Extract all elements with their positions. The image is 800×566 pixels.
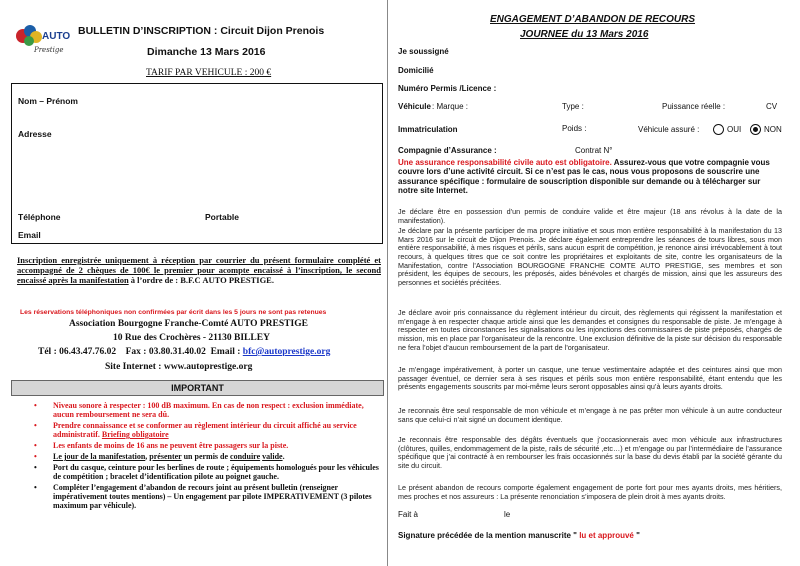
engagement-subtitle: JOURNEE du 13 Mars 2016 [520, 29, 649, 40]
declaration-degats: Je reconnais être responsable des dégâts éventuels que j’occasionnerais avec mon véhicule aux infrastructures (clôtures, quilles, endommagement de la piste, rails de sécurité ,etc…) et m’engage ou par l’intermédiaire de l’assurance spécifique que j’ai contracté à en rembourser les frais occasionnés sur la base du devis établi par la société gérante du site du circuit. [398, 435, 782, 470]
inscription-note-main: Inscription enregistrée uniquement à réception par courrier du présent formulaire complété et accompagné de 2 chèques de 100€ le premier pour acompte encaissé à l’inscription, le second encaissé après la manifestation [17, 255, 381, 285]
important-item-casque: • Port du casque, ceinture pour les berlines de route ; équipements homologués pour les véhicules de compétition ; bracelet d’identification pilote au poignet gauche. [34, 463, 379, 482]
association-name: Association Bourgogne Franche-Comté AUTO PRESTIGE [69, 319, 308, 329]
marque-label: : Marque : [432, 102, 469, 111]
assure-oui-label: OUI [727, 125, 742, 134]
column-divider [387, 0, 388, 566]
bulletin-title: BULLETIN D’INSCRIPTION : Circuit Dijon Prenois [78, 25, 325, 37]
association-contact [38, 347, 330, 357]
declaration-ayants-droits: Le présent abandon de recours comporte également engagement de porte fort pour mes ayants droits, mes héritiers, mes proches et nos assureurs : La présente renonciation s’imposera de plein droit à mes ayants droits. [398, 483, 782, 501]
logo-script: Prestige [34, 46, 64, 54]
important-item-noise: • Niveau sonore à respecter : 100 dB maximum. En cas de non respect : exclusion immédiate, aucun remboursement ne sera dû. [34, 401, 364, 420]
important-item-reglement: • Prendre connaissance et se conformer au règlement intérieur du circuit affiché au service administratif. Briefing obligatoire [34, 421, 357, 440]
important-item-permis: • Le jour de la manifestation, présenter un permis de conduire valide. [34, 452, 285, 462]
declaration-casque: Je m’engage impérativement, à porter un casque, une tenue vestimentaire adaptée et des ceintures ainsi que mon passager éventuel, ce dernier sera à ses risques et périls sous mon entière responsabilité, étant entendu que les présents engagements souscrits par moi-même leurs seront opposables ainsi qu’à leurs ayants droits. [398, 365, 782, 392]
nom-prenom-label: Nom – Prénom [18, 96, 78, 106]
poids-label: Poids : [562, 124, 587, 133]
important-header: IMPORTANT [11, 380, 384, 396]
tarif-vehicule: TARIF PAR VEHICULE : 200 € [146, 68, 272, 78]
inscription-note [17, 256, 381, 286]
auto-prestige-logo [12, 22, 70, 58]
important-item-engagement: • Compléter l’engagement d’abandon de recours joint au présent bulletin (renseigner impérativement toutes mentions) – Un engagement par pilote IMPERATIVEMENT (3 pilotes maximum par véhicule). [34, 483, 372, 511]
vehicule-assure-label: Véhicule assuré : [638, 125, 700, 134]
association-email-link[interactable]: bfc@autoprestige.org [242, 347, 331, 357]
assure-non-radio[interactable] [750, 124, 761, 135]
event-date: Dimanche 13 Mars 2016 [147, 46, 266, 58]
telephone-label: Téléphone [18, 212, 61, 222]
domicilie-label: Domicilié [398, 66, 434, 75]
compagnie-label: Compagnie d’Assurance : [398, 146, 497, 155]
le-label: le [504, 510, 511, 519]
engagement-title: ENGAGEMENT D’ABANDON DE RECOURS [490, 14, 696, 25]
association-phone: Tél : 06.43.47.76.02 [38, 347, 117, 357]
contrat-label: Contrat N° [575, 146, 613, 155]
fait-a-label: Fait à [398, 510, 419, 519]
phone-reservation-note: Les réservations téléphoniques non confirmées par écrit dans les 5 jours ne sont pas retenues [20, 309, 327, 316]
cv-label: CV [766, 102, 778, 111]
registration-form-box [11, 83, 383, 244]
immatriculation-label: Immatriculation [398, 125, 458, 134]
inscription-note-order: à l’ordre de : B.F.C AUTO PRESTIGE. [128, 274, 274, 285]
email-label: Email [18, 230, 41, 240]
important-item-enfants: • Les enfants de moins de 16 ans ne peuvent être passagers sur la piste. [34, 441, 289, 451]
association-email-label: Email : [210, 347, 243, 357]
soussigne-label: Je soussigné [398, 47, 449, 56]
briefing-obligatoire: Briefing obligatoire [101, 430, 169, 440]
insurance-warning: Une assurance responsabilité civile auto est obligatoire. Assurez-vous que votre compagnie vous couvre lors d’une activité circuit. Si ce n’est pas le cas, nous vous proposons de souscrire une assurance spécifique : formulaire de souscription disponible sur demande ou à télécharger sur notre site Internet. [398, 158, 770, 195]
puissance-label: Puissance réelle : [662, 102, 726, 111]
declaration-participation: Je déclare par la présente participer de ma propre initiative et sous mon entière responsabilité à la manifestation du 13 Mars 2016 sur le circuit de Dijon Prenois. Je déclare également entreprendre les séances de tours libres, sous mon entière responsabilité, à mes risques et périls, sans aucun esprit de compétition, je renonce ainsi irrévocablement à tout recours, à quelques titres que ce soit contre les propriétaires et exploitants de site, contre les organisateurs de la Manifestation, contre l’Association BOURGOGNE FRANCHE COMTE AUTO PRESTIGE, ses membres et son président, les équipes de secours, les préposés, aides bénévoles et chargés de mission, ainsi que les assureurs des personnes et sociétés précitées. [398, 226, 782, 287]
portable-label: Portable [205, 212, 240, 222]
assure-non-label: NON [764, 125, 782, 134]
assure-oui-radio[interactable] [713, 124, 724, 135]
vehicule-label: Véhicule [398, 102, 431, 111]
type-label: Type : [562, 102, 584, 111]
signature-line: Signature précédée de la mention manuscrite " lu et approuvé " [398, 531, 640, 540]
declaration-vehicule: Je reconnais être seul responsable de mon véhicule et m’engage à ne pas prêter mon véhicule à un autre conducteur sans que celui-ci n’ait signé un document identique. [398, 406, 782, 424]
adresse-label: Adresse [18, 129, 52, 139]
permis-label: Numéro Permis /Licence : [398, 84, 497, 93]
association-site: Site Internet : www.autoprestige.org [105, 362, 253, 372]
declaration-permis: Je déclare être en possession d’un permis de conduire valide et être majeur (18 ans révolus à la date de la manifestation). [398, 207, 782, 225]
logo-text: AUTO [42, 31, 70, 42]
important-list [30, 401, 382, 512]
association-fax: Fax : 03.80.31.40.02 [125, 347, 206, 357]
declaration-reglement: Je déclare avoir pris connaissance du règlement intérieur du circuit, des règlements qui régissent la manifestation et m’engage à en respecter chaque article ainsi que les demandes et consignes du responsable de piste. Je m’engage à respecter en toutes circonstances les signalisations ou les injonctions des commissaires de piste préposés, chargés de mission, mis en place par l’organisateur de la rencontre. Une exclusion définitive de la piste sur décision du responsable ne fera l’objet d’aucun remboursement de la part de l’organisateur. [398, 308, 782, 352]
association-address: 10 Rue des Crochères - 21130 BILLEY [113, 333, 270, 343]
